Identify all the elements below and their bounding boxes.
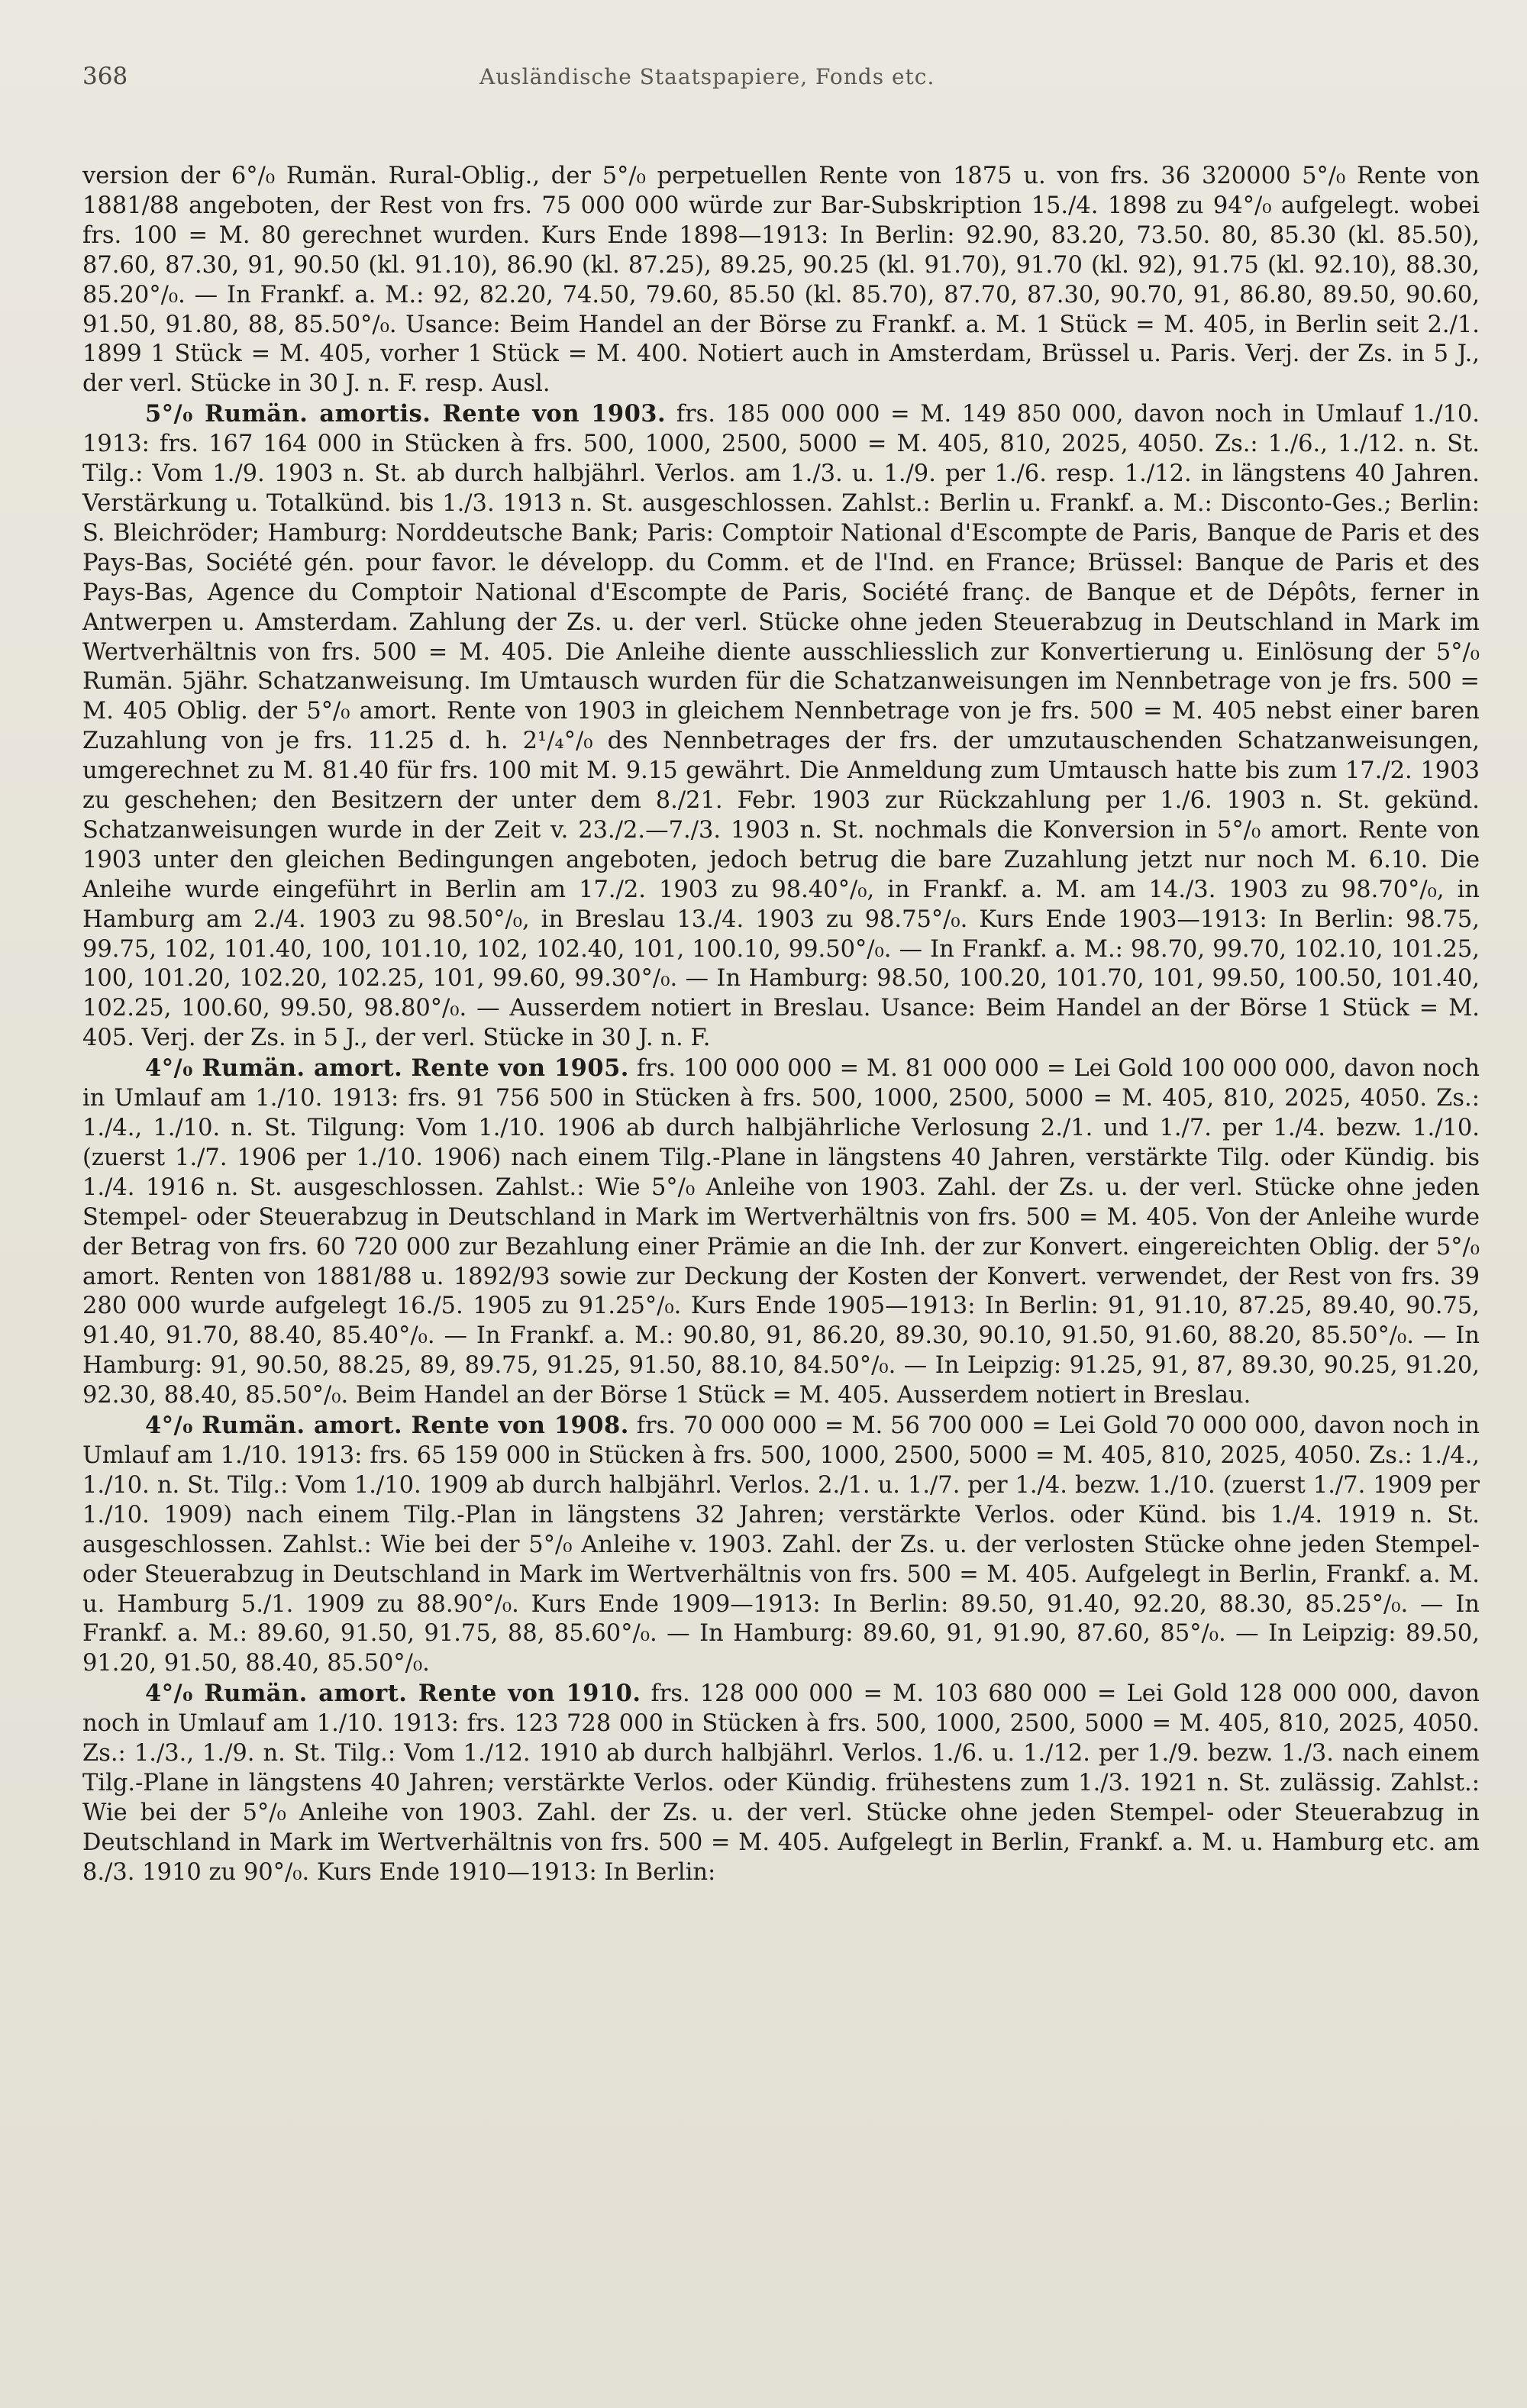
section-heading: 4°/₀ Rumän. amort. Rente von 1905. (145, 1054, 629, 1083)
paragraph-intro (82, 162, 1480, 399)
paragraph-text: frs. 128 000 000 = M. 103 680 000 = Lei Gold 128 000 000, davon noch in Umlauf am 1./10. 1913: frs. 123 728 000 in Stücken à frs. 500, 1000, 2500, 5000 = M. 405, 810, 2025, 4050. Zs.: 1./3., 1./9. n. St. Tilg.: Vom 1./12. 1910 ab durch halbjährl. Verlos. 1./6. u. 1./12. per 1./9. bezw. 1./3. nach einem Tilg.-Plane in längstens 40 Jahren; verstärkte Verlos. oder Kündig. frühestens zum 1./3. 1921 n. St. zulässig. Zahlst.: Wie bei der 5°/₀ Anleihe von 1903. Zahl. der Zs. u. der verl. Stücke ohne jeden Stempel- oder Steuerabzug in Deutschland in Mark im Wertverhältnis von frs. 500 = M. 405. Aufgelegt in Berlin, Frankf. a. M. u. Hamburg etc. am 8./3. 1910 zu 90°/₀. Kurs Ende 1910—1913: In Berlin: (82, 1680, 1480, 1886)
running-title: Ausländische Staatspapiere, Fonds etc. (479, 64, 935, 89)
paragraph-rente-1905 (82, 1054, 1480, 1411)
paragraph-rente-1903 (82, 399, 1480, 1054)
body-text (82, 162, 1480, 1888)
page-header (82, 63, 1480, 105)
section-heading: 5°/₀ Rumän. amortis. Rente von 1903. (145, 400, 667, 428)
paragraph-rente-1908 (82, 1411, 1480, 1679)
paragraph-rente-1910 (82, 1679, 1480, 1887)
paragraph-text: frs. 185 000 000 = M. 149 850 000, davon noch in Umlauf 1./10. 1913: frs. 167 164 000 in Stücken à frs. 500, 1000, 2500, 5000 = M. 405, 810, 2025, 4050. Zs.: 1./6., 1./12. n. St. Tilg.: Vom 1./9. 1903 n. St. ab durch halbjährl. Verlos. am 1./3. u. 1./9. per 1./6. resp. 1./12. in längstens 40 Jahren. Verstärkung u. Totalkünd. bis 1./3. 1913 n. St. ausgeschlossen. Zahlst.: Berlin u. Frankf. a. M.: Disconto-Ges.; Berlin: S. Bleichröder; Hamburg: Norddeutsche Bank; Paris: Comptoir National d'Escompte de Paris, Banque de Paris et des Pays-Bas, Société gén. pour favor. le développ. du Comm. et de l'Ind. en France; Brüssel: Banque de Paris et des Pays-Bas, Agence du Comptoir National d'Escompte de Paris, Société franç. de Banque et de Dépôts, ferner in Antwerpen u. Amsterdam. Zahlung der Zs. u. der verl. Stücke ohne jeden Steuerabzug in Deutschland in Mark im Wertverhältnis von frs. 500 = M. 405. Die Anleihe diente ausschliesslich zur Konvertierung u. Einlösung der 5°/₀ Rumän. 5jähr. Schatzanweisung. Im Umtausch wurden für die Schatzanweisungen im Nennbetrage von je frs. 500 = M. 405 Oblig. der 5°/₀ amort. Rente von 1903 in gleichem Nennbetrage von je frs. 500 = M. 405 nebst einer baren Zuzahlung von je frs. 11.25 d. h. 2¹/₄°/₀ des Nennbetrages der frs. der umzutauschenden Schatzanweisungen, umgerechnet zu M. 81.40 für frs. 100 mit M. 9.15 gewährt. Die Anmeldung zum Umtausch hatte bis zum 17./2. 1903 zu geschehen; den Besitzern der unter dem 8./21. Febr. 1903 zur Rückzahlung per 1./6. 1903 n. St. gekünd. Schatzanweisungen wurde in der Zeit v. 23./2.—7./3. 1903 n. St. nochmals die Konversion in 5°/₀ amort. Rente von 1903 unter den gleichen Bedingungen angeboten, jedoch betrug die bare Zuzahlung jetzt nur noch M. 6.10. Die Anleihe wurde eingeführt in Berlin am 17./2. 1903 zu 98.40°/₀, in Frankf. a. M. am 14./3. 1903 zu 98.70°/₀, in Hamburg am 2./4. 1903 zu 98.50°/₀, in Breslau 13./4. 1903 zu 98.75°/₀. Kurs Ende 1903—1913: In Berlin: 98.75, 99.75, 102, 101.40, 100, 101.10, 102, 102.40, 101, 100.10, 99.50°/₀. — In Frankf. a. M.: 98.70, 99.70, 102.10, 101.25, 100, 101.20, 102.20, 102.25, 101, 99.60, 99.30°/₀. — In Hamburg: 98.50, 100.20, 101.70, 101, 99.50, 100.50, 101.40, 102.25, 100.60, 99.50, 98.80°/₀. — Ausserdem notiert in Breslau. Usance: Beim Handel an der Börse 1 Stück = M. 405. Verj. der Zs. in 5 J., der verl. Stücke in 30 J. n. F. (82, 401, 1480, 1052)
paragraph-text: version der 6°/₀ Rumän. Rural-Oblig., der 5°/₀ perpetuellen Rente von 1875 u. von frs. 36 320000 5°/₀ Rente von 1881/88 angeboten, der Rest von frs. 75 000 000 würde zur Bar-Subskription 15./4. 1898 zu 94°/₀ aufgelegt. wobei frs. 100 = M. 80 gerechnet wurden. Kurs Ende 1898—1913: In Berlin: 92.90, 83.20, 73.50. 80, 85.30 (kl. 85.50), 87.60, 87.30, 91, 90.50 (kl. 91.10), 86.90 (kl. 87.25), 89.25, 90.25 (kl. 91.70), 91.70 (kl. 92), 91.75 (kl. 92.10), 88.30, 85.20°/₀. — In Frankf. a. M.: 92, 82.20, 74.50, 79.60, 85.50 (kl. 85.70), 87.70, 87.30, 90.70, 91, 86.80, 89.50, 90.60, 91.50, 91.80, 88, 85.50°/₀. Usance: Beim Handel an der Börse zu Frankf. a. M. 1 Stück = M. 405, in Berlin seit 2./1. 1899 1 Stück = M. 405, vorher 1 Stück = M. 400. Notiert auch in Amsterdam, Brüssel u. Paris. Verj. der Zs. in 5 J., der verl. Stücke in 30 J. n. F. resp. Ausl. (82, 163, 1480, 398)
section-heading: 4°/₀ Rumän. amort. Rente von 1908. (145, 1412, 629, 1440)
section-heading: 4°/₀ Rumän. amort. Rente von 1910. (145, 1680, 641, 1708)
paragraph-text: frs. 100 000 000 = M. 81 000 000 = Lei Gold 100 000 000, davon noch in Umlauf am 1./10. 1913: frs. 91 756 500 in Stücken à frs. 500, 1000, 2500, 5000 = M. 405, 810, 2025, 4050. Zs.: 1./4., 1./10. n. St. Tilgung: Vom 1./10. 1906 ab durch halbjährliche Verlosung 2./1. und 1./7. per 1./4. bezw. 1./10. (zuerst 1./7. 1906 per 1./10. 1906) nach einem Tilg.-Plane in längstens 40 Jahren, verstärkte Tilg. oder Kündig. bis 1./4. 1916 n. St. ausgeschlossen. Zahlst.: Wie 5°/₀ Anleihe von 1903. Zahl. der Zs. u. der verl. Stücke ohne jeden Stempel- oder Steuerabzug in Deutschland in Mark im Wertverhältnis von frs. 500 = M. 405. Von der Anleihe wurde der Betrag von frs. 60 720 000 zur Bezahlung einer Prämie an die Inh. der zur Konvert. eingereichten Oblig. der 5°/₀ amort. Renten von 1881/88 u. 1892/93 sowie zur Deckung der Kosten der Konvert. verwendet, der Rest von frs. 39 280 000 wurde aufgelegt 16./5. 1905 zu 91.25°/₀. Kurs Ende 1905—1913: In Berlin: 91, 91.10, 87.25, 89.40, 90.75, 91.40, 91.70, 88.40, 85.40°/₀. — In Frankf. a. M.: 90.80, 91, 86.20, 89.30, 90.10, 91.50, 91.60, 88.20, 85.50°/₀. — In Hamburg: 91, 90.50, 88.25, 89, 89.75, 91.25, 91.50, 88.10, 84.50°/₀. — In Leipzig: 91.25, 91, 87, 89.30, 90.25, 91.20, 92.30, 88.40, 85.50°/₀. Beim Handel an der Börse 1 Stück = M. 405. Ausserdem notiert in Breslau. (82, 1055, 1480, 1409)
paragraph-text: frs. 70 000 000 = M. 56 700 000 = Lei Gold 70 000 000, davon noch in Umlauf am 1./10. 1913: frs. 65 159 000 in Stücken à frs. 500, 1000, 2500, 5000 = M. 405, 810, 2025, 4050. Zs.: 1./4., 1./10. n. St. Tilg.: Vom 1./10. 1909 ab durch halbjährl. Verlos. 2./1. u. 1./7. per 1./4. bezw. 1./10. (zuerst 1./7. 1909 per 1./10. 1909) nach einem Tilg.-Plan in längstens 32 Jahren; verstärkte Verlos. oder Künd. bis 1./4. 1919 n. St. ausgeschlossen. Zahlst.: Wie bei der 5°/₀ Anleihe v. 1903. Zahl. der Zs. u. der verlosten Stücke ohne jeden Stempel- oder Steuerabzug in Deutschland in Mark im Wertverhältnis von frs. 500 = M. 405. Aufgelegt in Berlin, Frankf. a. M. u. Hamburg 5./1. 1909 zu 88.90°/₀. Kurs Ende 1909—1913: In Berlin: 89.50, 91.40, 92.20, 88.30, 85.25°/₀. — In Frankf. a. M.: 89.60, 91.50, 91.75, 88, 85.60°/₀. — In Hamburg: 89.60, 91, 91.90, 87.60, 85°/₀. — In Leipzig: 89.50, 91.20, 91.50, 88.40, 85.50°/₀. (82, 1412, 1480, 1677)
page-number: 368 (82, 63, 128, 90)
